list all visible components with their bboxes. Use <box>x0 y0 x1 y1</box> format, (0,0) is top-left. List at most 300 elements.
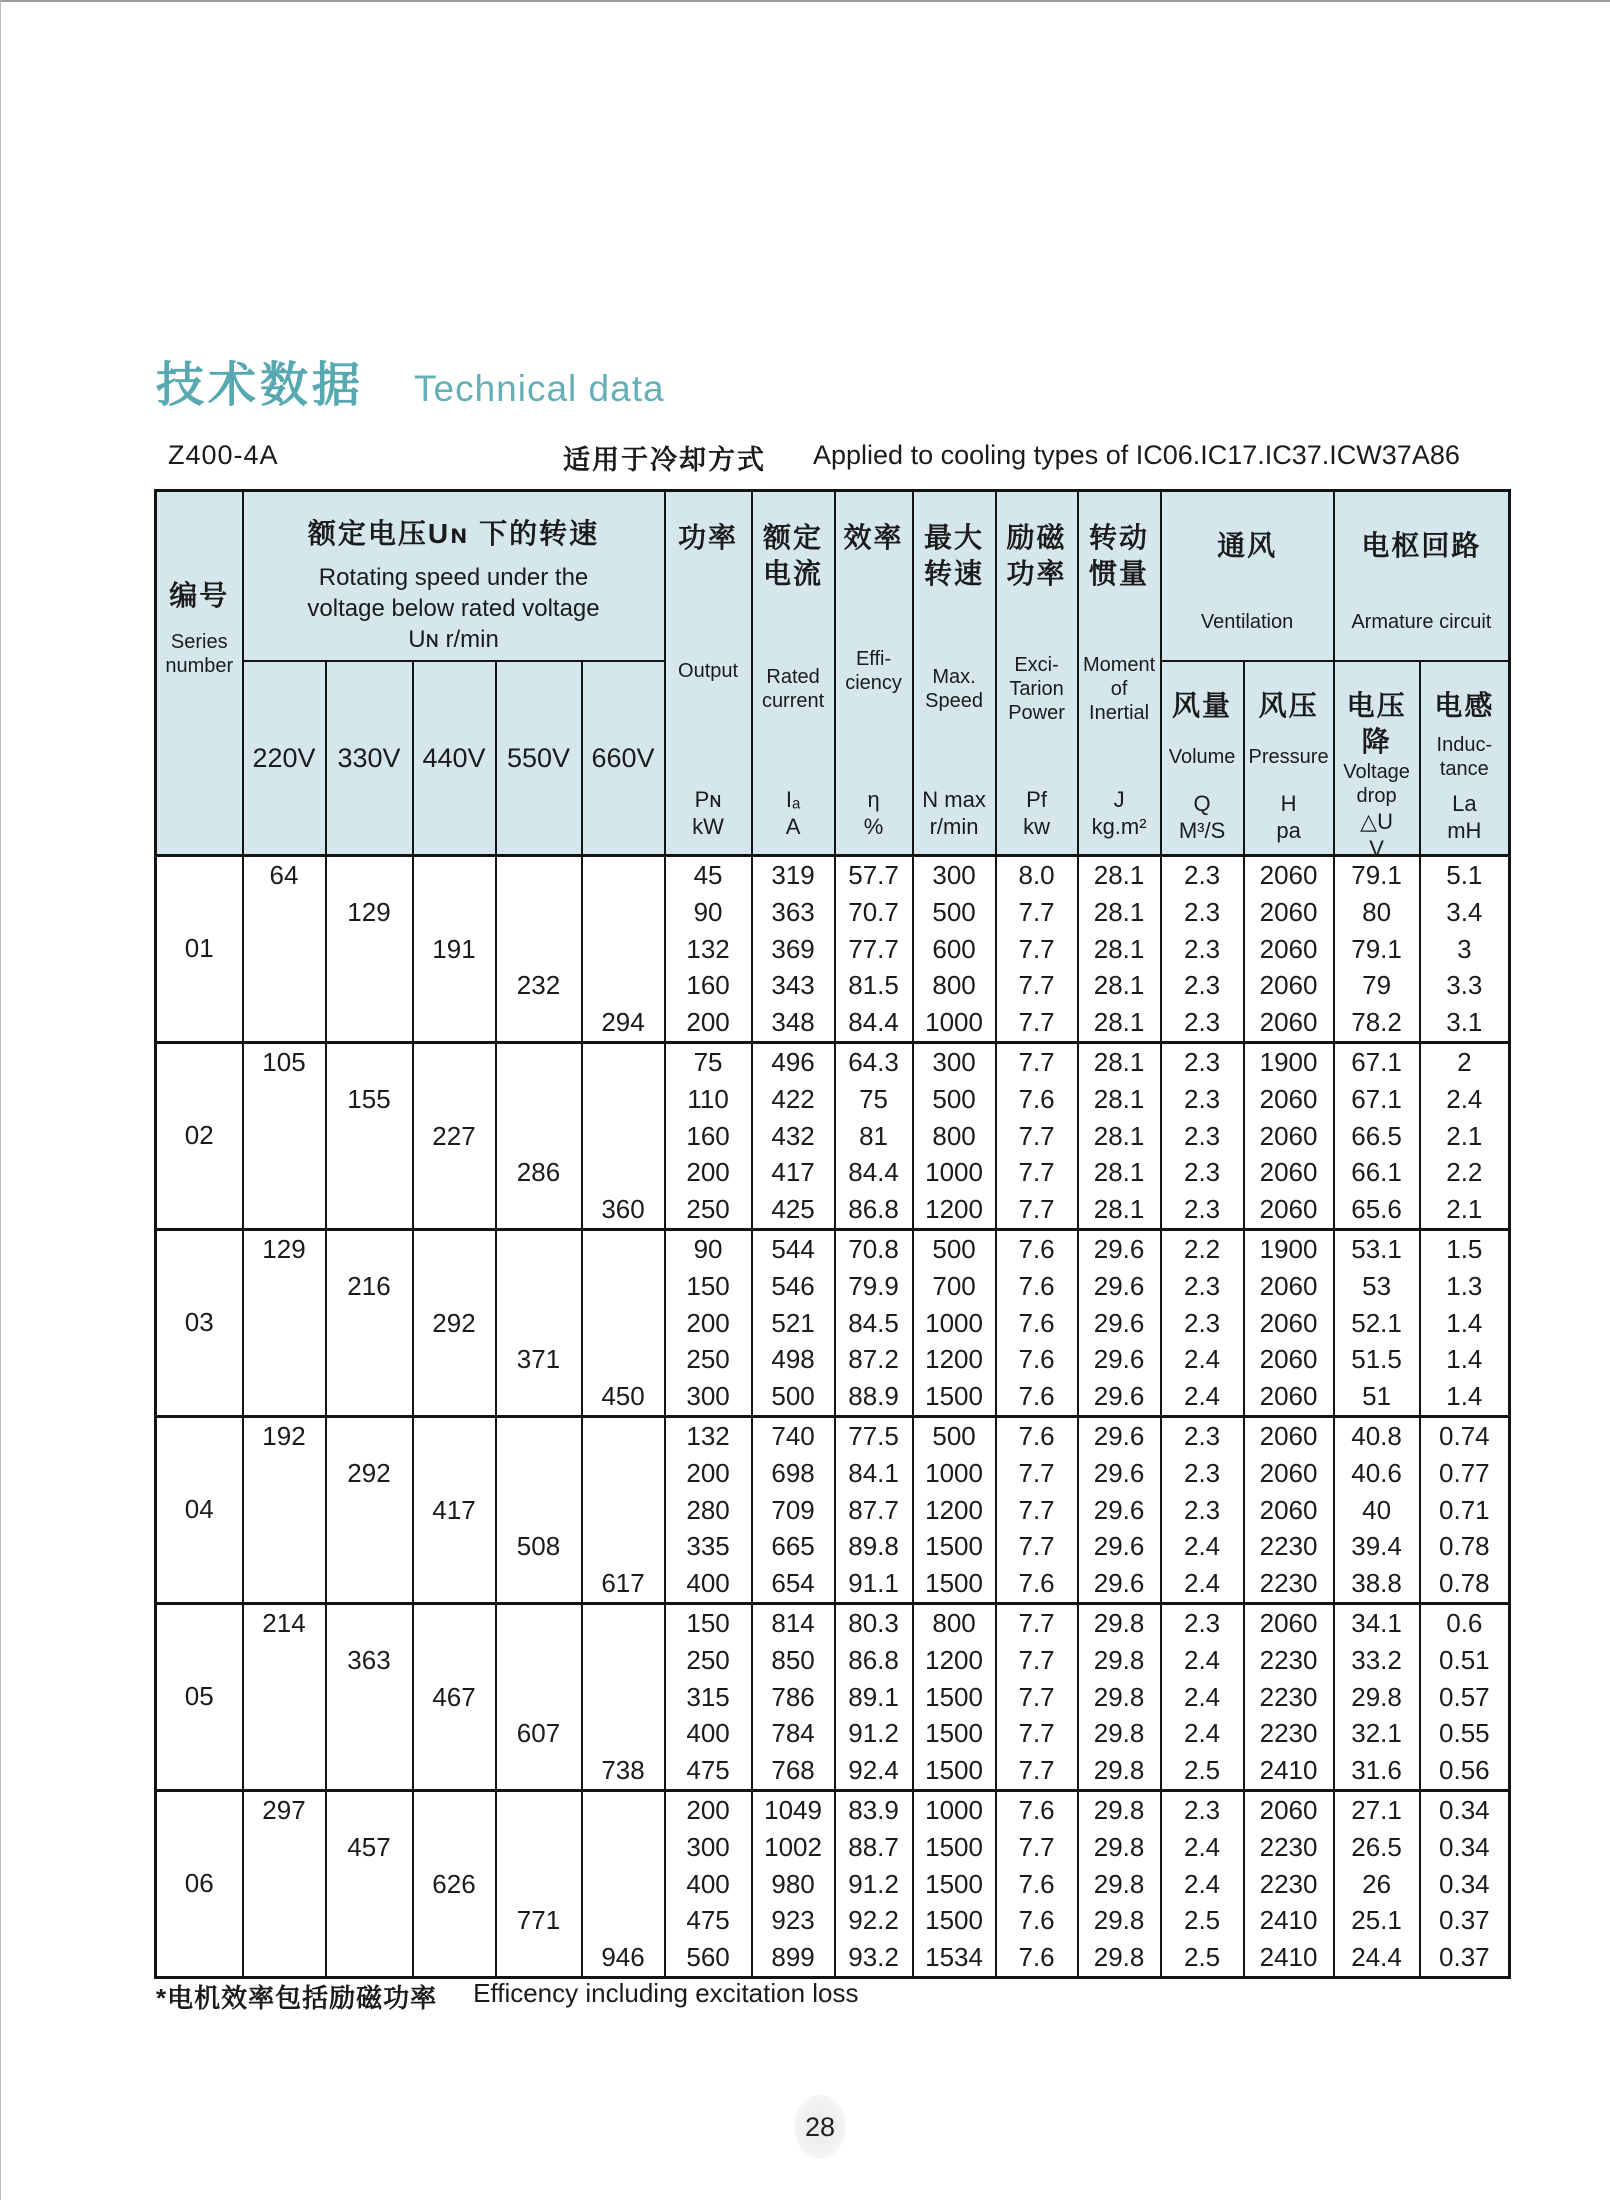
cell-speed-440V <box>413 856 496 1043</box>
cell-value <box>244 894 325 931</box>
cell-value: 38.8 <box>1351 1568 1402 1599</box>
page-title <box>156 346 665 415</box>
cell-value <box>327 1565 412 1602</box>
cell-value: 2060 <box>1259 970 1318 1001</box>
cell-value: 544 <box>771 1233 815 1264</box>
cell-value <box>583 1715 664 1752</box>
cell-value <box>414 1565 495 1602</box>
header-voltage-440: 440V <box>413 661 496 856</box>
cell-value: 250 <box>686 1344 730 1375</box>
cell-value: 1500 <box>925 1718 983 1749</box>
header-voltage-220: 220V <box>243 661 326 856</box>
footnote-en: Efficency including excitation loss <box>473 1978 859 2008</box>
header-efficiency-cn: 效率 <box>843 522 904 553</box>
cell-value: 1200 <box>925 1644 983 1675</box>
cell-value: 300 <box>932 1046 976 1077</box>
cell-value: 2060 <box>1259 1120 1318 1151</box>
cell-value <box>244 1268 325 1305</box>
cell-value <box>583 1679 664 1716</box>
cell-value: 1.4 <box>1446 1344 1483 1375</box>
cell-value: 2060 <box>1259 1083 1318 1114</box>
cell-value <box>327 1418 412 1455</box>
cell-value <box>244 1305 325 1342</box>
cell-value <box>497 1231 581 1268</box>
cell-value: 86.8 <box>848 1644 899 1675</box>
cell-value <box>583 967 664 1004</box>
cell-value: 27.1 <box>1351 1794 1402 1825</box>
cell-value <box>327 1341 412 1378</box>
cell-value <box>583 1154 664 1191</box>
cell-value: 29.8 <box>1093 1755 1145 1786</box>
cell-value: 7.6 <box>1018 1307 1055 1338</box>
cell-value: 7.7 <box>1018 1644 1055 1675</box>
cell-value: 160 <box>686 970 730 1001</box>
cell-value: 800 <box>932 1120 976 1151</box>
cell-speed-220V <box>243 856 326 1043</box>
cell-excitation <box>996 1416 1078 1603</box>
cell-value: 617 <box>601 1568 645 1599</box>
cell-value: 0.74 <box>1439 1420 1490 1451</box>
cell-value: 28.1 <box>1093 1083 1145 1114</box>
header-air-volume <box>1161 661 1244 856</box>
cell-value <box>327 857 412 894</box>
cell-value <box>497 1455 581 1492</box>
cell-value <box>327 1492 412 1529</box>
cell-value: 29.8 <box>1093 1905 1145 1936</box>
cell-value: 292 <box>432 1307 476 1338</box>
cell-value <box>244 1528 325 1565</box>
cell-speed-220V <box>243 1603 326 1790</box>
cell-value <box>244 967 325 1004</box>
cell-value: 475 <box>686 1905 730 1936</box>
cell-value: 91.2 <box>848 1868 899 1899</box>
cell-value: 1500 <box>925 1568 983 1599</box>
cell-value <box>497 1004 581 1041</box>
cell-value: 5.1 <box>1446 860 1483 890</box>
cell-value: 297 <box>262 1794 306 1825</box>
cell-value: 980 <box>771 1868 815 1899</box>
cell-value: 214 <box>262 1607 306 1638</box>
cell-value <box>327 1378 412 1415</box>
cell-voltage_drop <box>1334 1042 1420 1229</box>
cell-value: 1900 <box>1259 1233 1318 1264</box>
cell-value <box>327 1004 412 1041</box>
header-efficiency-en: Effi- ciency <box>845 648 902 694</box>
cell-value <box>327 1118 412 1155</box>
cell-value: 7.7 <box>1018 1831 1055 1862</box>
cell-speed-440V <box>413 1603 496 1790</box>
series-number-cell: 03 <box>156 1229 243 1416</box>
cell-output <box>665 1229 752 1416</box>
cell-value <box>583 1492 664 1529</box>
cell-value <box>414 1939 495 1976</box>
cell-value: 93.2 <box>848 1942 899 1973</box>
cell-value: 1002 <box>764 1831 822 1862</box>
cell-value: 29.8 <box>1093 1718 1145 1749</box>
cell-value: 28.1 <box>1093 896 1145 927</box>
header-armature-circuit <box>1334 491 1510 662</box>
cell-value: 500 <box>932 1233 976 1264</box>
cell-inductance <box>1420 1790 1510 1977</box>
cell-speed-550V <box>496 1229 582 1416</box>
series-number-cell: 01 <box>156 856 243 1043</box>
cell-inertia <box>1078 1416 1161 1603</box>
cell-pressure <box>1244 1603 1334 1790</box>
cell-inductance <box>1420 1042 1510 1229</box>
cell-value: 0.78 <box>1439 1531 1490 1562</box>
cell-value <box>244 1939 325 1976</box>
cell-value: 0.71 <box>1439 1494 1490 1525</box>
cell-value <box>497 1792 581 1829</box>
cell-speed-440V <box>413 1229 496 1416</box>
cell-value: 698 <box>771 1457 815 1488</box>
cell-value <box>414 1044 495 1081</box>
cell-value <box>497 1605 581 1642</box>
cell-value <box>583 1231 664 1268</box>
cell-value <box>244 1341 325 1378</box>
cell-output <box>665 1790 752 1977</box>
cell-max_speed <box>913 1790 996 1977</box>
cell-value <box>244 1565 325 1602</box>
cell-value: 200 <box>686 1307 730 1338</box>
cell-value <box>583 1642 664 1679</box>
cell-value: 88.7 <box>848 1831 899 1862</box>
cell-speed-220V <box>243 1416 326 1603</box>
cell-value: 2.3 <box>1183 1083 1221 1114</box>
header-excitation-en: Exci- Tarion Power <box>1008 654 1065 724</box>
cell-value <box>244 1752 325 1789</box>
cell-value: 500 <box>932 1420 976 1451</box>
cell-value: 7.7 <box>1018 1120 1055 1151</box>
cell-value <box>414 1341 495 1378</box>
cell-value <box>497 1305 581 1342</box>
cell-inertia <box>1078 1790 1161 1977</box>
cell-value <box>414 857 495 894</box>
cell-value: 91.1 <box>848 1568 899 1599</box>
cell-value: 79.1 <box>1351 933 1402 964</box>
table-body <box>156 856 1510 1978</box>
cell-value <box>583 1268 664 1305</box>
series-number-cell: 04 <box>156 1416 243 1603</box>
cell-speed-330V <box>326 1790 413 1977</box>
cell-value: 1200 <box>925 1344 983 1375</box>
cell-value: 29.6 <box>1093 1494 1145 1525</box>
cell-value: 2.3 <box>1183 1420 1221 1451</box>
cell-value: 33.2 <box>1351 1644 1402 1675</box>
cell-voltage_drop <box>1334 856 1420 1043</box>
cell-voltage_drop <box>1334 1603 1420 1790</box>
cell-value: 66.1 <box>1351 1157 1402 1188</box>
cell-value: 700 <box>932 1270 976 1301</box>
cell-value: 28.1 <box>1093 933 1145 964</box>
cell-value <box>327 1939 412 1976</box>
cell-speed-550V <box>496 1790 582 1977</box>
cell-value <box>497 1118 581 1155</box>
cell-value <box>497 1565 581 1602</box>
cell-value: 200 <box>686 1457 730 1488</box>
cell-speed-660V <box>582 856 665 1043</box>
cell-value: 90 <box>693 1233 723 1264</box>
cell-value <box>414 1752 495 1789</box>
model-number: Z400-4A <box>168 440 279 470</box>
cell-value: 28.1 <box>1093 1120 1145 1151</box>
cell-value <box>583 1118 664 1155</box>
cell-value: 7.7 <box>1018 1531 1055 1562</box>
cell-value <box>244 1081 325 1118</box>
cell-value: 0.77 <box>1439 1457 1490 1488</box>
header-voltage-660: 660V <box>582 661 665 856</box>
cell-value: 2.3 <box>1183 970 1221 1001</box>
cell-value: 91.2 <box>848 1718 899 1749</box>
cell-value <box>327 1866 412 1903</box>
cell-value: 39.4 <box>1351 1531 1402 1562</box>
cell-value: 31.6 <box>1351 1755 1402 1786</box>
cell-value <box>497 1418 581 1455</box>
cell-efficiency <box>835 1790 913 1977</box>
cell-value: 0.6 <box>1446 1607 1483 1638</box>
cell-value: 2.1 <box>1446 1120 1483 1151</box>
cell-value: 2.4 <box>1183 1568 1221 1599</box>
cell-speed-440V <box>413 1416 496 1603</box>
cell-value: 92.4 <box>848 1755 899 1786</box>
cell-value: 2.2 <box>1183 1233 1221 1264</box>
cell-value: 84.5 <box>848 1307 899 1338</box>
cell-value <box>497 1752 581 1789</box>
cell-excitation <box>996 1790 1078 1977</box>
cell-value: 400 <box>686 1568 730 1599</box>
cell-value <box>414 1792 495 1829</box>
cell-value: 0.51 <box>1439 1644 1490 1675</box>
cell-value: 300 <box>686 1831 730 1862</box>
header-air-pressure <box>1244 661 1334 856</box>
cell-current <box>752 1042 835 1229</box>
series-number-cell: 05 <box>156 1603 243 1790</box>
cell-value: 2230 <box>1259 1568 1318 1599</box>
cell-volume <box>1161 1603 1244 1790</box>
cell-value: 2.4 <box>1183 1718 1221 1749</box>
cell-value: 2.4 <box>1183 1681 1221 1712</box>
cell-excitation <box>996 856 1078 1043</box>
cell-value <box>244 1679 325 1716</box>
cell-value <box>583 1866 664 1903</box>
cell-value: 7.7 <box>1018 933 1055 964</box>
cell-value: 87.7 <box>848 1494 899 1525</box>
header-voltage-drop-en: Voltage drop <box>1343 761 1410 807</box>
cell-value: 2060 <box>1259 860 1318 890</box>
footnote <box>156 1978 859 2015</box>
cell-speed-440V <box>413 1790 496 1977</box>
cell-value: 1500 <box>925 1681 983 1712</box>
cell-value: 1500 <box>925 1868 983 1899</box>
cell-value: 1.5 <box>1446 1233 1483 1264</box>
cell-max_speed <box>913 1229 996 1416</box>
cell-value: 51.5 <box>1351 1344 1402 1375</box>
cell-value: 315 <box>686 1681 730 1712</box>
cell-value <box>583 1455 664 1492</box>
table-row <box>156 1416 1510 1603</box>
cell-value: 3.4 <box>1446 896 1483 927</box>
page-number-shadow <box>794 2095 846 2159</box>
cell-value: 7.6 <box>1018 1420 1055 1451</box>
cell-pressure <box>1244 1790 1334 1977</box>
cell-value: 79.9 <box>848 1270 899 1301</box>
header-rated-current <box>752 491 835 856</box>
cell-current <box>752 1416 835 1603</box>
header-inertia-en: Moment of Inertial <box>1082 654 1156 724</box>
cell-value: 64.3 <box>848 1046 899 1077</box>
header-voltage-drop-unit: △U V <box>1360 809 1393 861</box>
cell-value: 87.2 <box>848 1344 899 1375</box>
header-ventilation-en: Ventilation <box>1200 611 1294 633</box>
cell-output <box>665 1603 752 1790</box>
cell-value: 52.1 <box>1351 1307 1402 1338</box>
cell-value: 946 <box>601 1942 645 1973</box>
cell-value: 110 <box>687 1083 729 1114</box>
cell-value: 29.6 <box>1093 1233 1145 1264</box>
cell-inductance <box>1420 1603 1510 1790</box>
cell-value: 29.6 <box>1093 1381 1145 1412</box>
header-current-en: Rated current <box>761 666 825 712</box>
cell-value: 29.6 <box>1093 1307 1145 1338</box>
cell-value: 7.7 <box>1018 1718 1055 1749</box>
cell-value <box>327 1305 412 1342</box>
cell-value: 2060 <box>1259 1307 1318 1338</box>
cell-value: 2230 <box>1259 1531 1318 1562</box>
cell-value: 498 <box>771 1344 815 1375</box>
cell-inductance <box>1420 1229 1510 1416</box>
header-efficiency-unit: η % <box>863 787 884 839</box>
cell-value: 7.6 <box>1018 1083 1055 1114</box>
header-output-unit: Pɴ kW <box>692 787 724 839</box>
header-max-speed-en: Max. Speed <box>925 666 983 712</box>
cell-value: 371 <box>516 1344 561 1375</box>
cell-volume <box>1161 1042 1244 1229</box>
cell-value: 784 <box>771 1718 815 1749</box>
cell-value <box>583 894 664 931</box>
cell-value: 192 <box>262 1420 306 1451</box>
cell-value <box>327 1528 412 1565</box>
cell-efficiency <box>835 1416 913 1603</box>
cell-value: 29.8 <box>1093 1942 1145 1973</box>
cell-value: 70.8 <box>848 1233 899 1264</box>
cell-value <box>414 1378 495 1415</box>
cell-value <box>583 857 664 894</box>
cell-value: 363 <box>347 1644 391 1675</box>
cell-value: 343 <box>771 970 815 1001</box>
cell-value <box>327 1191 412 1228</box>
header-pressure-unit: H pa <box>1276 791 1301 843</box>
cell-value: 2230 <box>1259 1868 1318 1899</box>
cell-value <box>244 1118 325 1155</box>
cell-speed-660V <box>582 1790 665 1977</box>
cell-value: 319 <box>771 860 815 890</box>
cell-excitation <box>996 1229 1078 1416</box>
series-number-cell: 06 <box>156 1790 243 1977</box>
cell-value: 75 <box>693 1046 723 1077</box>
cell-efficiency <box>835 1042 913 1229</box>
cell-value: 24.4 <box>1351 1942 1402 1973</box>
cell-value: 7.6 <box>1018 1568 1055 1599</box>
cell-value <box>497 894 581 931</box>
cell-value <box>414 1455 495 1492</box>
cell-value: 7.7 <box>1018 970 1055 1001</box>
cell-value: 2.3 <box>1183 1007 1221 1038</box>
cell-value: 90 <box>693 896 723 927</box>
cell-value: 626 <box>432 1868 476 1899</box>
cell-value: 200 <box>686 1007 730 1038</box>
cell-value: 2060 <box>1259 1344 1318 1375</box>
cell-value: 89.8 <box>848 1531 899 1562</box>
cell-value <box>244 1455 325 1492</box>
header-output-cn: 功率 <box>678 522 739 553</box>
cell-value: 2060 <box>1259 1007 1318 1038</box>
cell-value: 363 <box>771 896 815 927</box>
header-rotating-speed <box>243 491 665 662</box>
cell-value <box>583 1605 664 1642</box>
cell-speed-660V <box>582 1229 665 1416</box>
cell-speed-660V <box>582 1042 665 1229</box>
cell-value: 400 <box>686 1868 730 1899</box>
cell-value: 26 <box>1362 1868 1392 1899</box>
cell-value: 57.7 <box>848 860 899 890</box>
cell-value <box>244 1642 325 1679</box>
cell-value: 2.2 <box>1446 1157 1483 1188</box>
cell-value: 2230 <box>1259 1644 1318 1675</box>
cell-value: 360 <box>601 1194 645 1225</box>
cell-value: 2060 <box>1259 1607 1318 1638</box>
cell-current <box>752 1229 835 1416</box>
cell-value: 1534 <box>925 1942 983 1973</box>
cell-value: 7.6 <box>1018 1794 1055 1825</box>
cell-value: 26.5 <box>1351 1831 1402 1862</box>
cell-value: 850 <box>771 1644 815 1675</box>
header-series-cn: 编号 <box>169 580 230 611</box>
cell-max_speed <box>913 1042 996 1229</box>
cell-value <box>327 1154 412 1191</box>
cell-value <box>414 1081 495 1118</box>
page-title-en: Technical data <box>414 368 665 409</box>
cell-value: 29.8 <box>1093 1868 1145 1899</box>
cell-value: 7.7 <box>1018 1046 1055 1077</box>
cell-value <box>414 1642 495 1679</box>
cell-value: 7.7 <box>1018 1607 1055 1638</box>
cell-value: 150 <box>686 1607 730 1638</box>
cell-value: 292 <box>347 1457 391 1488</box>
header-volume-unit: Q M³/S <box>1178 791 1226 843</box>
cell-value: 78.2 <box>1351 1007 1402 1038</box>
cell-value <box>583 1341 664 1378</box>
cell-value <box>583 1792 664 1829</box>
cell-value: 740 <box>771 1420 815 1451</box>
technical-data-table <box>154 489 1511 1979</box>
cell-value: 899 <box>771 1942 815 1973</box>
cell-value: 7.6 <box>1018 1344 1055 1375</box>
cell-value: 25.1 <box>1351 1905 1402 1936</box>
cell-value <box>497 1191 581 1228</box>
cell-value <box>414 1154 495 1191</box>
cell-value: 2060 <box>1259 933 1318 964</box>
header-ventilation <box>1161 491 1334 662</box>
cell-value: 1000 <box>925 1457 983 1488</box>
header-inductance-en: Induc- tance <box>1436 734 1493 780</box>
cell-value <box>414 1902 495 1939</box>
cell-value: 28.1 <box>1093 970 1145 1001</box>
cell-value: 227 <box>432 1120 476 1151</box>
cell-value: 2060 <box>1259 1794 1318 1825</box>
cell-value: 7.6 <box>1018 1233 1055 1264</box>
cell-value: 89.1 <box>848 1681 899 1712</box>
cell-value: 105 <box>262 1046 306 1077</box>
